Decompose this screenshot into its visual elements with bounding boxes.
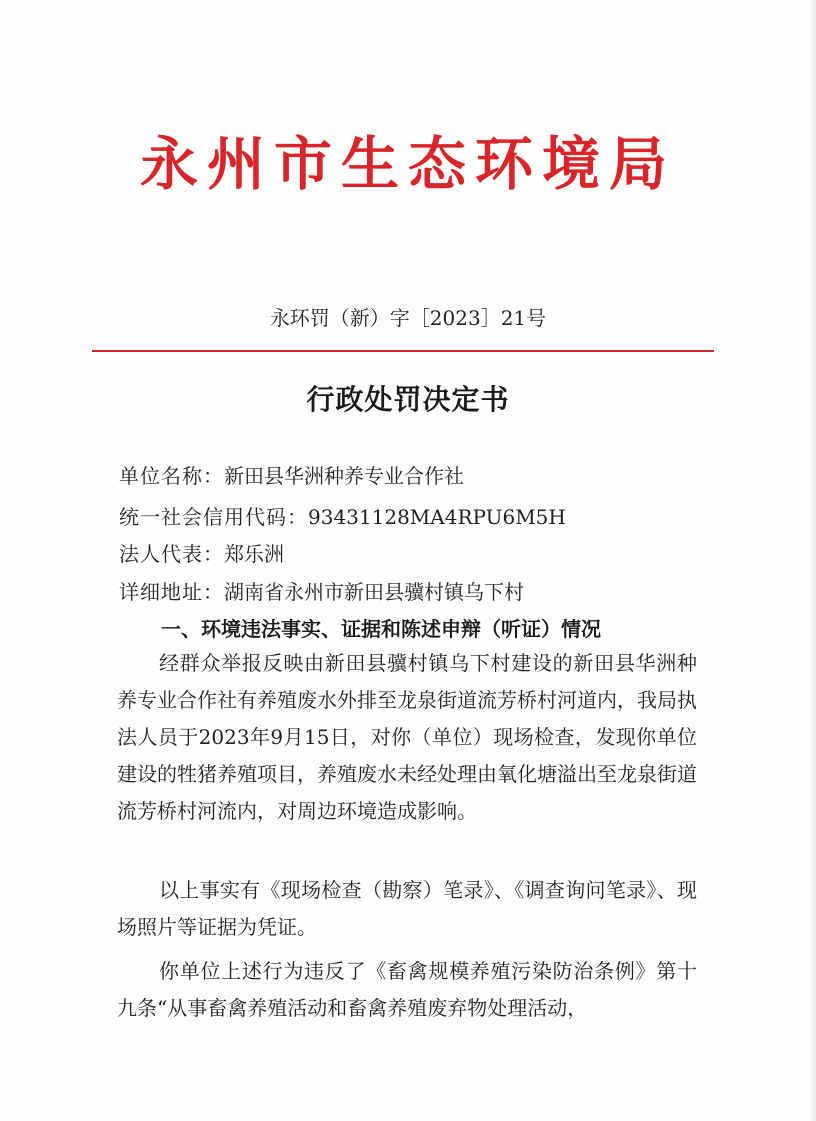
credit-code-value: 93431128MA4RPU6M5H (308, 505, 566, 529)
unit-name-row (119, 461, 699, 491)
paragraph-text: 经群众举报反映由新田县骥村镇乌下村建设的新田县华洲种养专业合作社有养殖废水外排至龙泉街道流芳桥村河道内，我局执法人员于2023年9月15日，对你（单位）现场检查，发现你单位建设的牲猪养殖项目，养殖废水未经处理由氧化塘溢出至龙泉街道流芳桥村河流内，对周边环境造成影响。 (117, 651, 697, 823)
violation-paragraph (117, 953, 697, 1027)
address-label: 详细地址： (119, 580, 224, 604)
section-heading: 一、环境违法事实、证据和陈述申辩（听证）情况 (161, 617, 601, 641)
legal-rep-value: 郑乐洲 (224, 542, 284, 566)
document-number: 永环罚（新）字［2023］21号 (269, 306, 547, 330)
evidence-paragraph (117, 872, 697, 946)
unit-name-label: 单位名称： (119, 464, 224, 488)
agency-header: 永州市生态环境局 (139, 130, 676, 198)
paragraph-text: 你单位上述行为违反了《畜禽规模养殖污染防治条例》第十九条“从事畜禽养殖活动和畜禽养殖废弃物处理活动， (117, 959, 697, 1020)
credit-code-row (119, 502, 699, 532)
facts-paragraph (117, 645, 697, 830)
credit-code-label: 统一社会信用代码： (119, 505, 308, 529)
legal-rep-row (119, 539, 699, 569)
address-row (119, 577, 699, 607)
unit-name-value: 新田县华洲种养专业合作社 (224, 464, 464, 488)
legal-rep-label: 法人代表： (119, 542, 224, 566)
paragraph-text: 以上事实有《现场检查（勘察）笔录》、《调查询问笔录》、现场照片等证据为凭证。 (117, 878, 697, 939)
document-title: 行政处罚决定书 (306, 383, 510, 416)
address-value: 湖南省永州市新田县骥村镇乌下村 (224, 580, 524, 604)
red-separator-line (92, 350, 714, 352)
